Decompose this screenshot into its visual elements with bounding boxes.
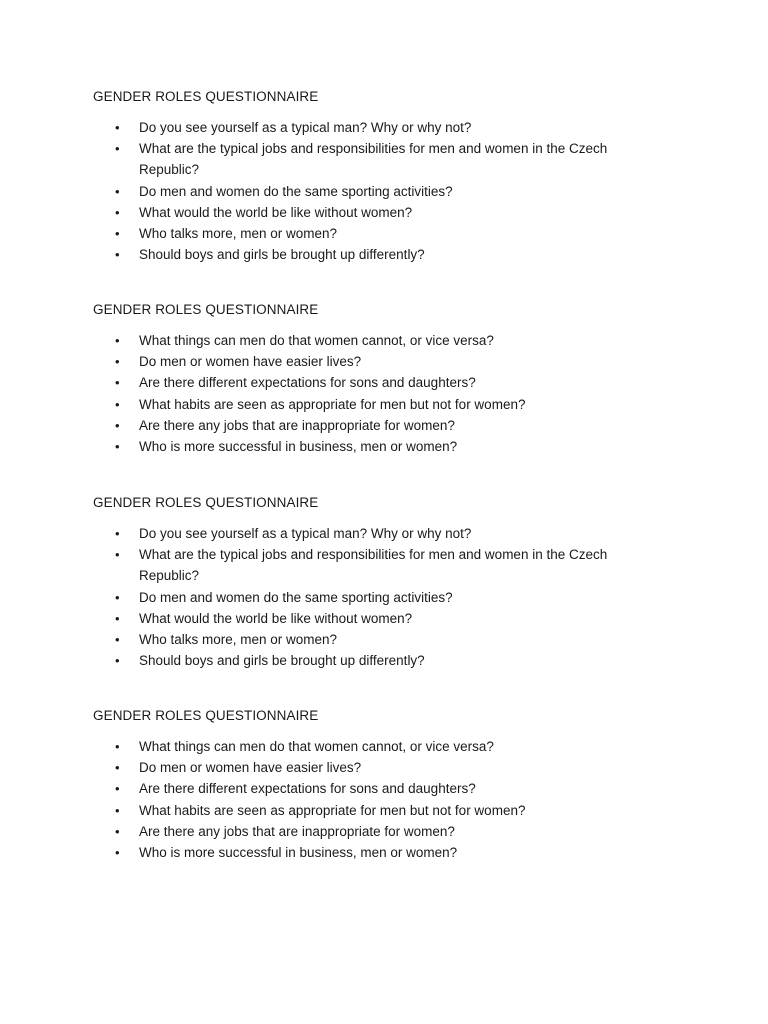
question-item bbox=[93, 181, 639, 202]
question-item bbox=[93, 842, 639, 863]
bullet-icon: • bbox=[115, 823, 120, 839]
bullet-icon: • bbox=[115, 653, 120, 669]
question-item bbox=[93, 650, 639, 671]
question-item bbox=[93, 736, 639, 757]
bullet-icon: • bbox=[115, 417, 120, 433]
question-item bbox=[93, 587, 639, 608]
question-item bbox=[93, 117, 639, 138]
question-item bbox=[93, 436, 639, 457]
question-item bbox=[93, 415, 639, 436]
question-list bbox=[93, 523, 693, 671]
question-text: Do men or women have easier lives? bbox=[139, 354, 362, 370]
bullet-icon: • bbox=[115, 226, 120, 242]
question-list bbox=[93, 117, 693, 265]
questionnaire-section-4 bbox=[93, 707, 693, 861]
bullet-icon: • bbox=[115, 396, 120, 412]
question-text: Who is more successful in business, men or women? bbox=[139, 845, 458, 861]
question-text: Are there any jobs that are inappropriate for women? bbox=[139, 417, 455, 433]
bullet-icon: • bbox=[115, 632, 120, 648]
question-text: What things can men do that women cannot, or vice versa? bbox=[139, 739, 494, 754]
question-item bbox=[93, 757, 639, 778]
question-text: Do men and women do the same sporting activities? bbox=[139, 589, 453, 605]
section-title: GENDER ROLES QUESTIONNAIRE bbox=[93, 708, 319, 723]
section-title: GENDER ROLES QUESTIONNAIRE bbox=[93, 495, 319, 510]
question-item bbox=[93, 778, 639, 799]
question-text: Should boys and girls be brought up differently? bbox=[139, 653, 425, 669]
bullet-icon: • bbox=[115, 802, 120, 818]
question-text: Do you see yourself as a typical man? Why or why not? bbox=[139, 120, 472, 135]
bullet-icon: • bbox=[115, 247, 120, 263]
question-text: Are there different expectations for sons and daughters? bbox=[139, 781, 476, 797]
bullet-icon: • bbox=[115, 610, 120, 626]
questionnaire-section-2 bbox=[93, 301, 693, 455]
bullet-icon: • bbox=[115, 204, 120, 220]
bullet-icon: • bbox=[115, 845, 120, 861]
question-text: What things can men do that women cannot, or vice versa? bbox=[139, 333, 494, 348]
bullet-icon: • bbox=[115, 439, 120, 455]
question-text: Who talks more, men or women? bbox=[139, 632, 338, 648]
question-list bbox=[93, 736, 693, 863]
question-text: Do men and women do the same sporting activities? bbox=[139, 183, 453, 199]
question-item bbox=[93, 372, 639, 393]
question-item bbox=[93, 821, 639, 842]
bullet-icon: • bbox=[115, 589, 120, 605]
bullet-icon: • bbox=[115, 354, 120, 370]
bullet-icon: • bbox=[115, 183, 120, 199]
question-text: Should boys and girls be brought up differently? bbox=[139, 247, 425, 263]
bullet-icon: • bbox=[115, 526, 120, 541]
question-text: What would the world be like without women? bbox=[139, 204, 413, 220]
questionnaire-section-1 bbox=[93, 88, 693, 263]
bullet-icon: • bbox=[115, 547, 120, 563]
question-text: Do you see yourself as a typical man? Why or why not? bbox=[139, 526, 472, 541]
bullet-icon: • bbox=[115, 120, 120, 135]
question-item bbox=[93, 394, 639, 415]
question-text: What are the typical jobs and responsibilities for men and women in the Czech Republic? bbox=[139, 141, 608, 178]
question-item bbox=[93, 202, 639, 223]
question-text: What are the typical jobs and responsibilities for men and women in the Czech Republic? bbox=[139, 547, 608, 584]
question-text: Are there different expectations for sons and daughters? bbox=[139, 375, 476, 391]
question-item bbox=[93, 351, 639, 372]
bullet-icon: • bbox=[115, 760, 120, 776]
question-list bbox=[93, 330, 693, 457]
question-text: Do men or women have easier lives? bbox=[139, 760, 362, 776]
bullet-icon: • bbox=[115, 781, 120, 797]
question-text: What habits are seen as appropriate for men but not for women? bbox=[139, 802, 526, 818]
question-item bbox=[93, 544, 639, 586]
bullet-icon: • bbox=[115, 739, 120, 754]
question-item bbox=[93, 244, 639, 265]
question-text: What habits are seen as appropriate for men but not for women? bbox=[139, 396, 526, 412]
question-text: What would the world be like without women? bbox=[139, 610, 413, 626]
bullet-icon: • bbox=[115, 333, 120, 348]
question-item bbox=[93, 629, 639, 650]
question-item bbox=[93, 523, 639, 544]
question-text: Who is more successful in business, men or women? bbox=[139, 439, 458, 455]
bullet-icon: • bbox=[115, 375, 120, 391]
question-text: Who talks more, men or women? bbox=[139, 226, 338, 242]
question-item bbox=[93, 800, 639, 821]
question-item bbox=[93, 330, 639, 351]
section-title: GENDER ROLES QUESTIONNAIRE bbox=[93, 89, 319, 104]
section-title: GENDER ROLES QUESTIONNAIRE bbox=[93, 302, 319, 317]
question-item bbox=[93, 138, 639, 180]
question-item bbox=[93, 608, 639, 629]
questionnaire-section-3 bbox=[93, 494, 693, 669]
bullet-icon: • bbox=[115, 141, 120, 157]
question-text: Are there any jobs that are inappropriate for women? bbox=[139, 823, 455, 839]
question-item bbox=[93, 223, 639, 244]
